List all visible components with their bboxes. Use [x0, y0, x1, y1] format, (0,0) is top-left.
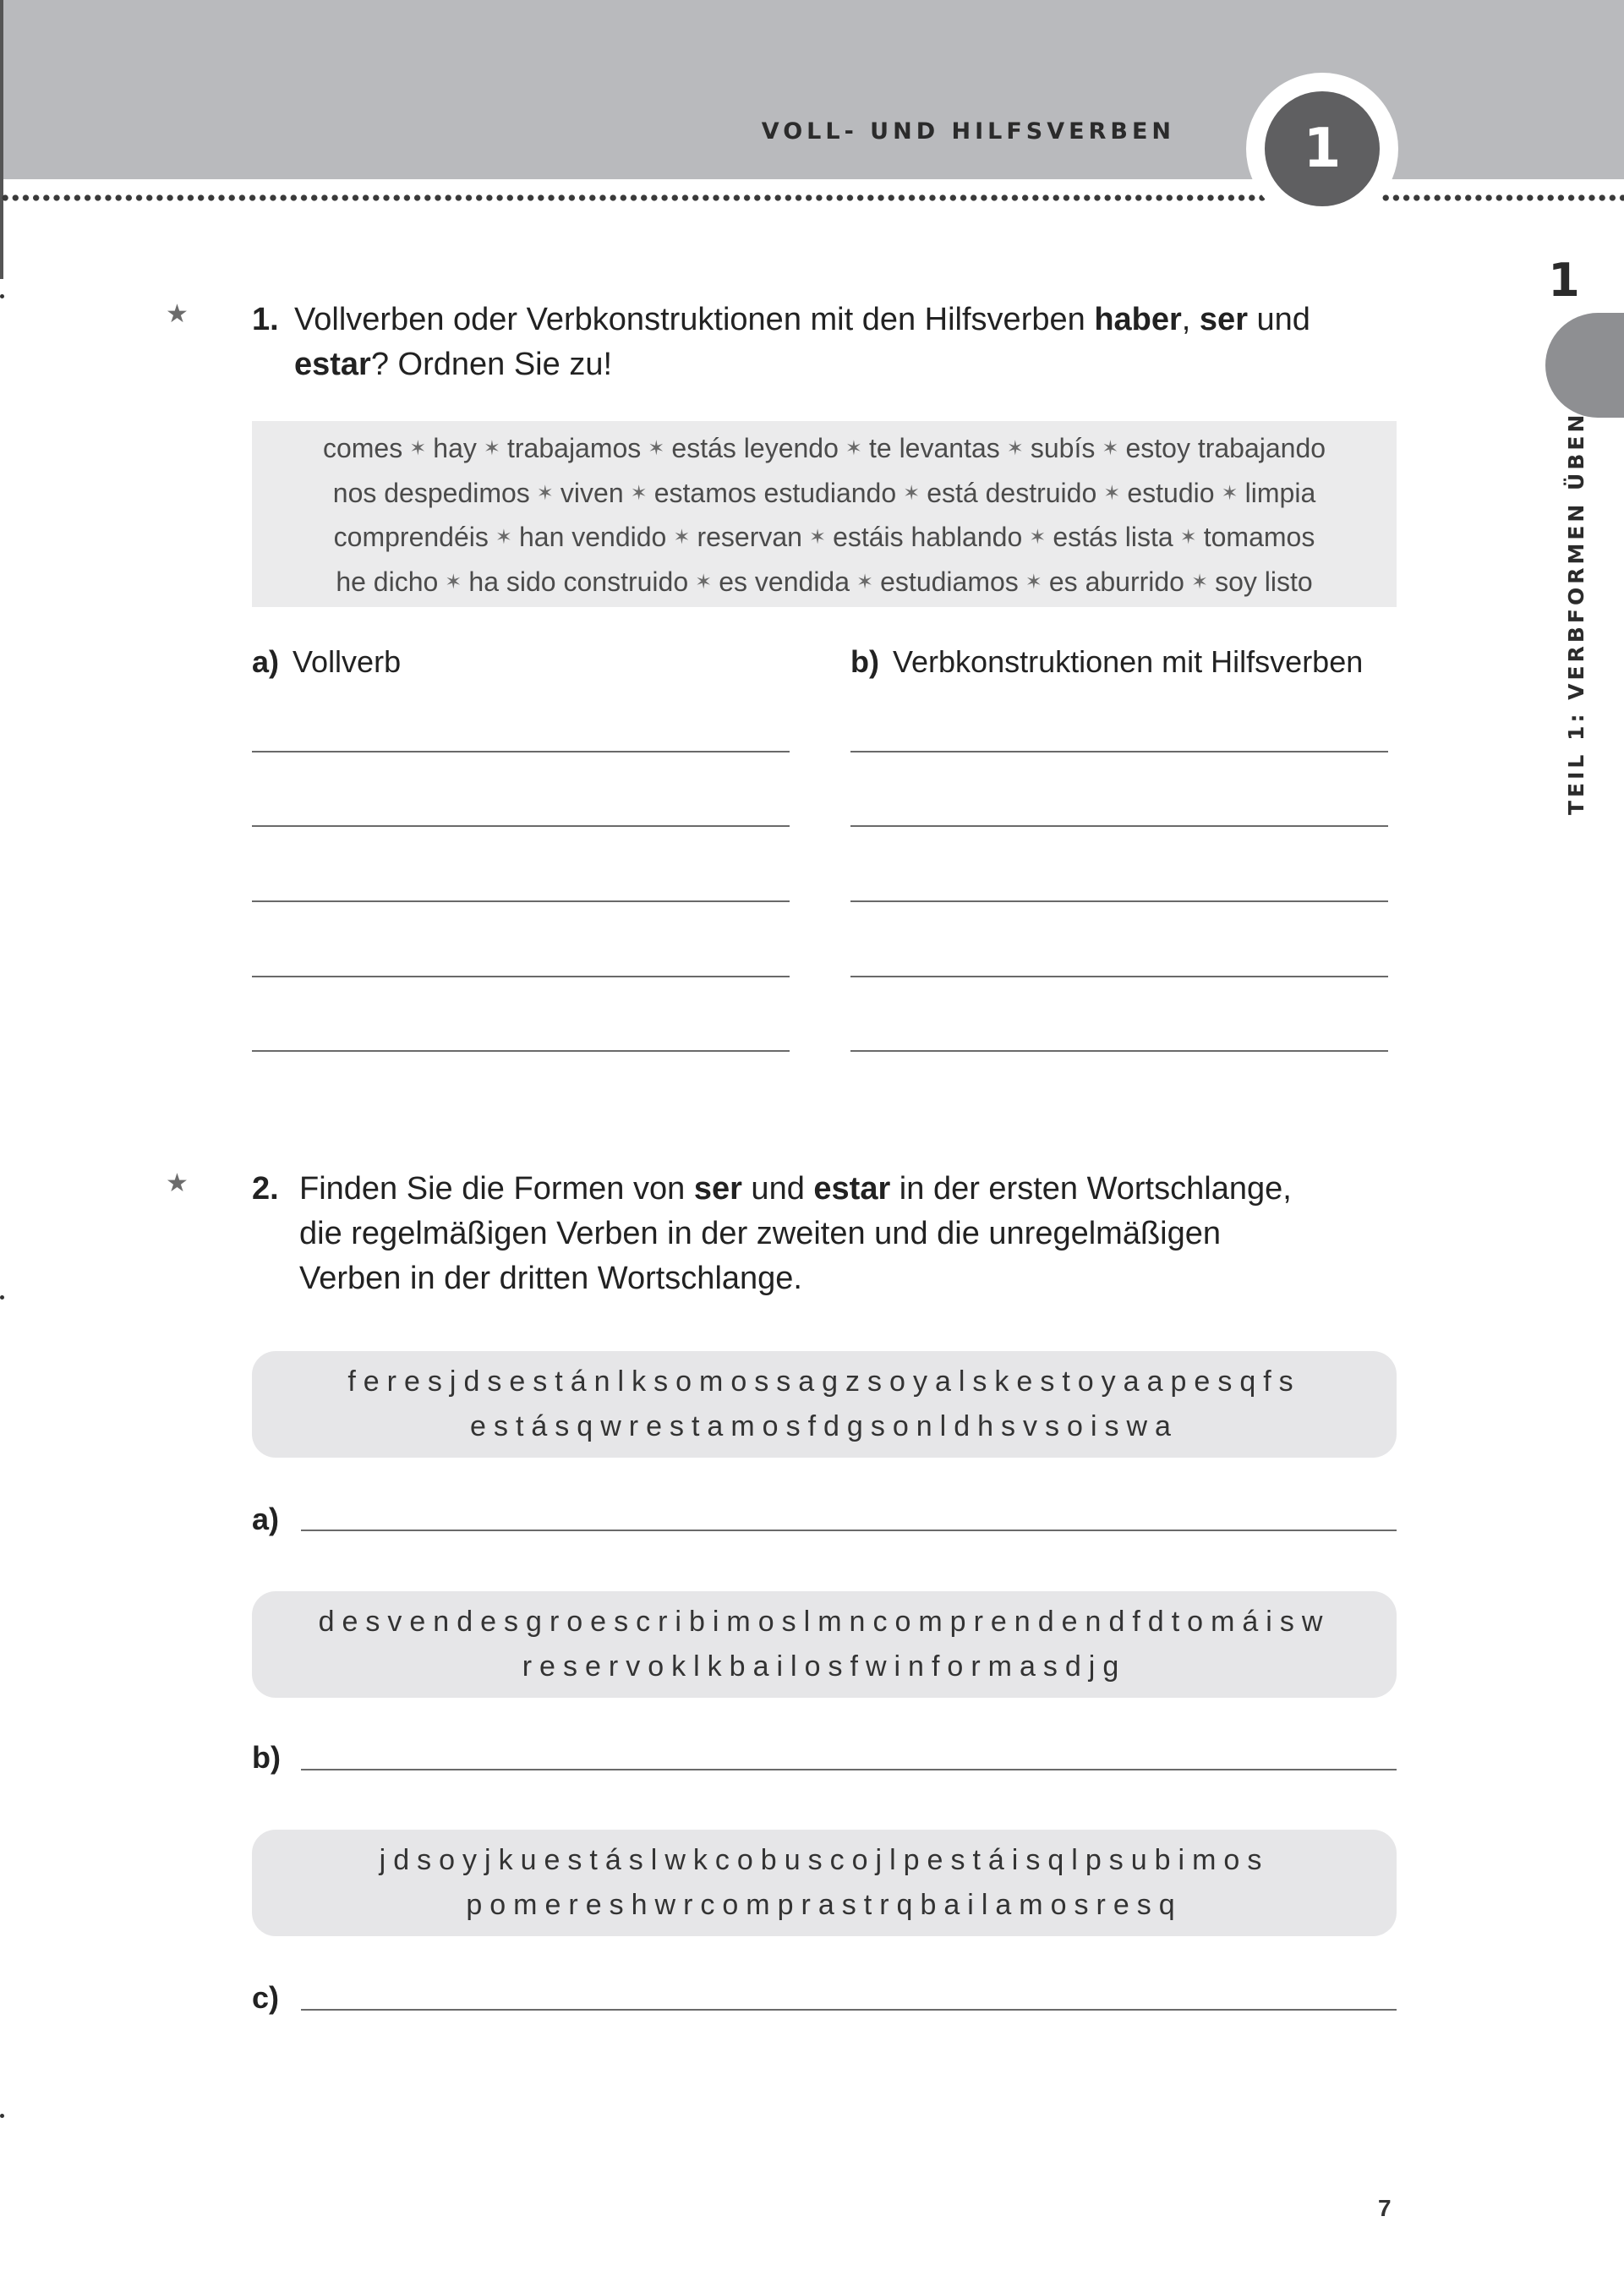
word-bank-row: comes ✶ hay ✶ trabajamos ✶ estás leyendo ✶ te levantas ✶ subís ✶ estoy trabajando	[322, 433, 1326, 463]
word-snake-2: desvendesgroescribimoslmncomprendendfdtomáisw reservoklkbailosfwinformasdjg	[252, 1591, 1397, 1698]
answer-line-a5[interactable]	[252, 1050, 790, 1052]
word-snake-1: feresjdsestánlksomossagzsoyalskestoyaapesqfs estásqwrestamosfdgsonldhsvsoiswa	[252, 1351, 1397, 1458]
answer-line-b1[interactable]	[850, 751, 1388, 752]
difficulty-star-icon: ★	[166, 299, 189, 329]
page-number: 7	[1378, 2195, 1392, 2221]
sidebar-number: 1	[1548, 254, 1580, 307]
word-snake-3: jdsoyjkuestáslwkcobuscojlpestáisqlpsubimos pomereshwrcomprastrqbailamosresq	[252, 1830, 1397, 1936]
word-bank-row: nos despedimos ✶ viven ✶ estamos estudiando ✶ está destruido ✶ estudio ✶ limpia	[332, 477, 1316, 508]
answer-line-b[interactable]	[301, 1769, 1397, 1770]
instruction-line: estar? Ordnen Sie zu!	[294, 347, 613, 382]
answer-line-c[interactable]	[301, 2009, 1397, 2011]
sidebar-tab-marker	[1545, 313, 1624, 418]
instruction-line: Vollverben oder Verbkonstruktionen mit den Hilfsverben haber, ser und	[294, 302, 1310, 337]
answer-line-b2[interactable]	[850, 825, 1388, 827]
answer-label-c: c)	[252, 1980, 280, 2015]
difficulty-star-icon: ★	[166, 1168, 189, 1198]
exercise-number: 1.	[252, 302, 279, 337]
chapter-badge: 1	[1265, 91, 1380, 206]
answer-line-a2[interactable]	[252, 825, 790, 827]
instruction-line: Finden Sie die Formen von ser und estar in der ersten Wortschlange,	[299, 1171, 1292, 1207]
answer-label-b: b)	[252, 1740, 281, 1775]
exercise-number: 2.	[252, 1171, 279, 1207]
answer-line-a4[interactable]	[252, 976, 790, 977]
answer-label-a: a)	[252, 1502, 280, 1536]
exercise-2-instruction	[252, 1167, 1402, 1301]
column-b-heading: b) Verbkonstruktionen mit Hilfsverben	[850, 644, 1364, 679]
word-bank	[252, 421, 1397, 607]
answer-line-a1[interactable]	[252, 751, 790, 752]
header-title: VOLL- UND HILFSVERBEN	[761, 118, 1175, 145]
exercise-1-instruction	[252, 298, 1402, 387]
sidebar-label: TEIL 1: VERBFORMEN ÜBEN	[1564, 411, 1588, 815]
instruction-line: Verben in der dritten Wortschlange.	[299, 1261, 802, 1296]
left-margin-rule	[0, 0, 3, 279]
column-a-heading: a) Vollverb	[252, 644, 402, 679]
margin-mark	[0, 294, 4, 298]
answer-line-a3[interactable]	[252, 900, 790, 902]
instruction-line: die regelmäßigen Verben in der zweiten und die unregelmäßigen	[299, 1216, 1222, 1251]
word-bank-row: he dicho ✶ ha sido construido ✶ es vendida ✶ estudiamos ✶ es aburrido ✶ soy listo	[336, 566, 1313, 597]
answer-line-a[interactable]	[301, 1530, 1397, 1531]
word-bank-row: comprendéis ✶ han vendido ✶ reservan ✶ estáis hablando ✶ estás lista ✶ tomamos	[333, 522, 1315, 552]
answer-line-b4[interactable]	[850, 976, 1388, 977]
margin-mark	[0, 2114, 4, 2118]
answer-line-b3[interactable]	[850, 900, 1388, 902]
margin-mark	[0, 1295, 4, 1300]
answer-line-b5[interactable]	[850, 1050, 1388, 1052]
